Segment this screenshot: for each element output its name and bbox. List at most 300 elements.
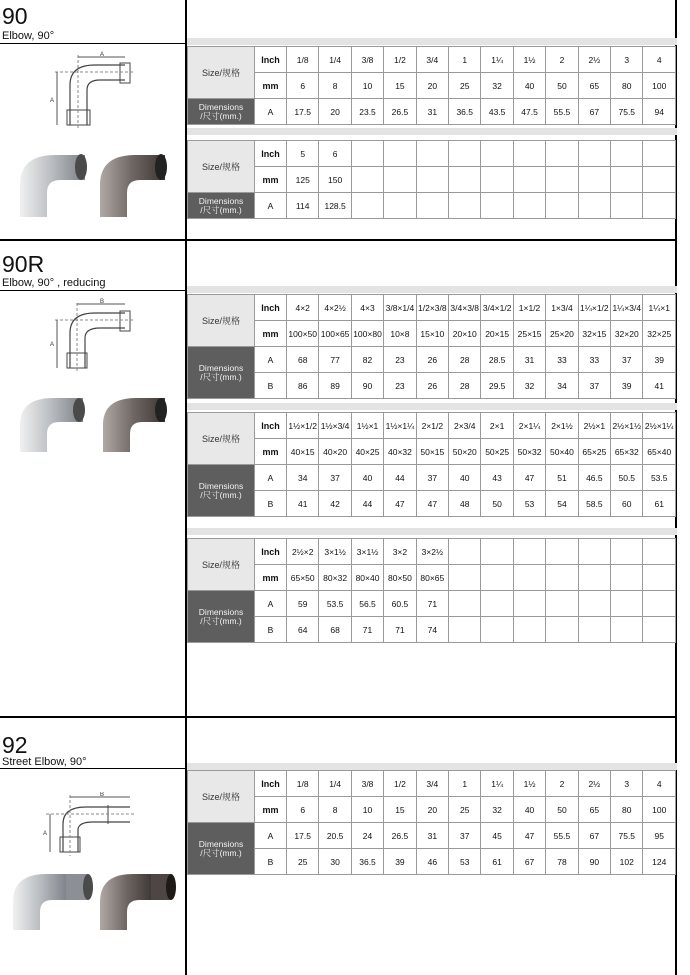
spec-row	[188, 373, 676, 399]
table-cell: 39	[643, 347, 676, 373]
section-top-rule	[0, 716, 677, 718]
section-rule	[0, 43, 186, 44]
spec-row	[188, 141, 676, 167]
table-cell: 2½×1	[578, 413, 610, 439]
table-cell	[643, 591, 676, 617]
spec-row	[188, 167, 676, 193]
table-cell: 67	[578, 823, 610, 849]
table-cell: 100×80	[351, 321, 383, 347]
table-cell: 65	[578, 73, 610, 99]
size-label: Size/规格	[188, 295, 255, 347]
table-cell: 1¼×1	[643, 295, 676, 321]
table-cell: 39	[384, 849, 416, 875]
table-cell	[513, 167, 545, 193]
dimensions-label	[188, 591, 255, 643]
table-cell: 124	[643, 849, 676, 875]
elbow-92-drawing	[38, 792, 138, 857]
table-cell: 31	[416, 823, 448, 849]
table-cell	[481, 193, 513, 219]
table-cell: 20.5	[319, 823, 351, 849]
table-cell	[351, 167, 383, 193]
table-cell: 90	[578, 849, 610, 875]
table-cell: 1½	[513, 47, 545, 73]
table-cell: 25	[287, 849, 319, 875]
elbow-92-photo	[8, 862, 178, 932]
dim-a-cell-header: A	[255, 591, 287, 617]
dimensions-unit: /尺寸(mm.)	[200, 371, 242, 382]
section-rule	[0, 290, 186, 291]
table-cell	[481, 565, 513, 591]
table-cell: 23	[384, 373, 416, 399]
table-cell: 125	[287, 167, 319, 193]
table-separator	[187, 128, 677, 135]
section-subtitle: Street Elbow, 90°	[2, 756, 87, 768]
table-cell: 3/4	[416, 47, 448, 73]
mm-cell-header: mm	[255, 167, 287, 193]
table-cell: 1×3/4	[546, 295, 578, 321]
table-cell: 1¼	[481, 47, 513, 73]
table-cell	[384, 167, 416, 193]
table-cell: 2½×2	[287, 539, 319, 565]
table-cell	[578, 591, 610, 617]
table-cell: 82	[351, 347, 383, 373]
table-cell: 36.5	[351, 849, 383, 875]
spec-row	[188, 823, 676, 849]
table-cell: 68	[319, 617, 351, 643]
table-cell: 1/4	[319, 47, 351, 73]
table-cell: 1½×3/4	[319, 413, 351, 439]
dim-label-b: B	[100, 792, 105, 798]
table-cell	[351, 193, 383, 219]
dim-label-a: A	[100, 52, 105, 58]
table-cell	[546, 193, 578, 219]
table-cell: 37	[319, 465, 351, 491]
table-cell: 29.5	[481, 373, 513, 399]
table-cell: 100×65	[319, 321, 351, 347]
table-cell: 95	[643, 823, 676, 849]
table-cell	[578, 617, 610, 643]
spec-row	[188, 321, 676, 347]
table-cell: 1/2	[384, 47, 416, 73]
table-cell: 34	[287, 465, 319, 491]
elbow-90r-photo	[15, 390, 175, 455]
table-cell: 37	[578, 373, 610, 399]
table-cell: 74	[416, 617, 448, 643]
table-cell: 50×25	[481, 439, 513, 465]
table-cell: 53.5	[643, 465, 676, 491]
table-cell: 40×15	[287, 439, 319, 465]
table-cell: 3	[611, 771, 643, 797]
table-cell	[449, 617, 481, 643]
table-cell: 51	[546, 465, 578, 491]
table-cell: 50×15	[416, 439, 448, 465]
table-cell: 46.5	[578, 465, 610, 491]
table-separator	[187, 38, 677, 45]
table-cell: 100×50	[287, 321, 319, 347]
table-cell	[611, 539, 643, 565]
inch-cell-header: Inch	[255, 295, 287, 321]
table-cell: 3	[611, 47, 643, 73]
table-cell: 36.5	[449, 99, 481, 125]
table-cell: 60.5	[384, 591, 416, 617]
table-cell: 1/4	[319, 771, 351, 797]
table-cell	[643, 193, 676, 219]
table-cell: 4	[643, 771, 676, 797]
section-code: 90	[2, 3, 28, 29]
table-cell	[481, 167, 513, 193]
inch-cell-header: Inch	[255, 47, 287, 73]
table-cell: 50	[546, 73, 578, 99]
table-cell: 15	[384, 73, 416, 99]
table-cell: 80	[611, 73, 643, 99]
dim-b-cell-header: B	[255, 373, 287, 399]
table-cell: 80×40	[351, 565, 383, 591]
dimensions-unit: /尺寸(mm.)	[200, 489, 242, 500]
table-cell: 25	[449, 797, 481, 823]
table-cell	[384, 141, 416, 167]
dimensions-unit: /尺寸(mm.)	[200, 847, 242, 858]
table-cell: 20	[319, 99, 351, 125]
dim-label-a: A	[50, 342, 55, 348]
table-cell: 32×20	[611, 321, 643, 347]
table-cell: 6	[287, 797, 319, 823]
table-cell: 6	[287, 73, 319, 99]
table-cell: 10	[351, 797, 383, 823]
table-cell: 20×10	[449, 321, 481, 347]
table-cell	[416, 193, 448, 219]
table-cell: 1½	[513, 771, 545, 797]
table-cell: 80×32	[319, 565, 351, 591]
table-cell: 31	[416, 99, 448, 125]
table-cell: 2×1½	[546, 413, 578, 439]
dimensions-label	[188, 347, 255, 399]
table-cell: 80×65	[416, 565, 448, 591]
table-cell	[611, 167, 643, 193]
spec-row	[188, 771, 676, 797]
table-cell: 94	[643, 99, 676, 125]
table-cell: 32	[481, 73, 513, 99]
table-cell: 54	[546, 491, 578, 517]
spec-table-90-large	[187, 140, 676, 219]
table-cell: 3×1½	[319, 539, 351, 565]
table-cell: 39	[611, 373, 643, 399]
table-cell: 6	[319, 141, 351, 167]
table-cell: 53.5	[319, 591, 351, 617]
table-cell	[513, 617, 545, 643]
table-cell	[449, 539, 481, 565]
table-cell	[643, 617, 676, 643]
dimensions-unit: /尺寸(mm.)	[200, 110, 242, 121]
table-cell: 45	[481, 823, 513, 849]
dim-a-cell-header: A	[255, 823, 287, 849]
table-cell: 59	[287, 591, 319, 617]
table-cell: 2×1	[481, 413, 513, 439]
section-90-header	[0, 0, 186, 44]
table-cell	[643, 167, 676, 193]
table-cell: 3/8×1/4	[384, 295, 416, 321]
table-cell: 90	[351, 373, 383, 399]
table-cell: 68	[287, 347, 319, 373]
table-cell: 8	[319, 73, 351, 99]
spec-row	[188, 565, 676, 591]
table-cell: 65×50	[287, 565, 319, 591]
mm-cell-header: mm	[255, 73, 287, 99]
table-cell: 1×1/2	[513, 295, 545, 321]
table-cell	[481, 539, 513, 565]
table-cell: 48	[449, 491, 481, 517]
spec-row	[188, 193, 676, 219]
table-cell: 43.5	[481, 99, 513, 125]
table-cell: 65×40	[643, 439, 676, 465]
table-cell	[351, 141, 383, 167]
table-cell	[611, 617, 643, 643]
table-cell: 1½×1¼	[384, 413, 416, 439]
table-cell: 60	[611, 491, 643, 517]
dim-a-cell-header: A	[255, 347, 287, 373]
table-cell: 128.5	[319, 193, 351, 219]
spec-row	[188, 539, 676, 565]
table-cell: 28	[449, 373, 481, 399]
table-cell: 89	[319, 373, 351, 399]
spec-row	[188, 591, 676, 617]
table-cell: 100	[643, 797, 676, 823]
table-cell	[643, 565, 676, 591]
table-cell	[449, 591, 481, 617]
table-cell: 26.5	[384, 823, 416, 849]
elbow-90r-drawing	[45, 298, 140, 373]
table-cell: 15	[384, 797, 416, 823]
table-cell: 50×40	[546, 439, 578, 465]
spec-row	[188, 99, 676, 125]
mm-cell-header: mm	[255, 321, 287, 347]
table-cell: 25	[449, 73, 481, 99]
table-cell: 1½×1	[351, 413, 383, 439]
table-cell: 20	[416, 73, 448, 99]
table-cell	[578, 193, 610, 219]
spec-table-90r-2	[187, 412, 676, 517]
table-cell: 26	[416, 373, 448, 399]
dim-b-cell-header: B	[255, 849, 287, 875]
spec-row	[188, 797, 676, 823]
table-cell: 4	[643, 47, 676, 73]
table-cell	[449, 193, 481, 219]
table-cell: 3/8	[351, 771, 383, 797]
spec-table-90	[187, 46, 676, 125]
table-cell: 5	[287, 141, 319, 167]
table-cell: 61	[481, 849, 513, 875]
table-cell: 44	[351, 491, 383, 517]
section-code: 92	[2, 732, 28, 758]
table-cell: 40	[351, 465, 383, 491]
spec-row	[188, 849, 676, 875]
table-cell: 71	[384, 617, 416, 643]
table-cell: 47.5	[513, 99, 545, 125]
table-cell: 44	[384, 465, 416, 491]
size-label: Size/规格	[188, 413, 255, 465]
table-cell	[481, 617, 513, 643]
table-cell: 34	[546, 373, 578, 399]
table-cell: 25×15	[513, 321, 545, 347]
table-cell	[513, 591, 545, 617]
table-cell: 55.5	[546, 99, 578, 125]
dim-a-cell-header: A	[255, 193, 287, 219]
table-cell	[416, 141, 448, 167]
table-cell	[546, 539, 578, 565]
table-cell: 65	[578, 797, 610, 823]
dim-a-cell-header: A	[255, 99, 287, 125]
table-cell: 2×3/4	[449, 413, 481, 439]
table-cell: 71	[351, 617, 383, 643]
table-cell: 4×2½	[319, 295, 351, 321]
table-cell: 64	[287, 617, 319, 643]
table-cell: 47	[384, 491, 416, 517]
spec-table-90r-1	[187, 294, 676, 399]
table-cell: 3×1½	[351, 539, 383, 565]
table-cell: 40×25	[351, 439, 383, 465]
table-cell: 80×50	[384, 565, 416, 591]
table-cell: 1/8	[287, 47, 319, 73]
table-cell	[481, 591, 513, 617]
inch-cell-header: Inch	[255, 771, 287, 797]
dim-label-a: A	[50, 98, 55, 104]
spec-row	[188, 295, 676, 321]
table-cell: 1/8	[287, 771, 319, 797]
table-cell: 23	[384, 347, 416, 373]
table-cell: 1/2	[384, 771, 416, 797]
mm-cell-header: mm	[255, 565, 287, 591]
table-cell: 1½×1/2	[287, 413, 319, 439]
table-cell: 77	[319, 347, 351, 373]
dim-b-cell-header: B	[255, 491, 287, 517]
table-cell: 2½	[578, 771, 610, 797]
table-cell	[611, 193, 643, 219]
section-subtitle: Elbow, 90°	[2, 30, 55, 42]
table-cell: 40×20	[319, 439, 351, 465]
table-cell: 32×25	[643, 321, 676, 347]
dim-label-b: B	[100, 299, 105, 305]
table-cell	[481, 141, 513, 167]
table-cell: 33	[546, 347, 578, 373]
table-cell: 100	[643, 73, 676, 99]
table-cell: 58.5	[578, 491, 610, 517]
table-cell: 2	[546, 47, 578, 73]
table-cell: 4×2	[287, 295, 319, 321]
table-cell	[643, 141, 676, 167]
table-cell: 2×1/2	[416, 413, 448, 439]
table-cell: 1¼	[481, 771, 513, 797]
table-cell: 42	[319, 491, 351, 517]
table-cell: 3×2½	[416, 539, 448, 565]
dimensions-text: Dimensions	[198, 195, 244, 206]
table-cell	[643, 539, 676, 565]
table-cell	[416, 167, 448, 193]
dimensions-text: Dimensions	[198, 606, 244, 617]
dimensions-text: Dimensions	[198, 480, 244, 491]
table-cell: 3/4×3/8	[449, 295, 481, 321]
table-separator	[187, 763, 677, 770]
table-cell	[384, 193, 416, 219]
table-cell: 47	[513, 823, 545, 849]
section-top-rule	[0, 239, 677, 241]
table-cell	[513, 193, 545, 219]
table-cell: 10×8	[384, 321, 416, 347]
elbow-90-photo	[15, 145, 175, 220]
table-cell: 50×20	[449, 439, 481, 465]
table-cell: 1¼×3/4	[611, 295, 643, 321]
table-cell: 3/4×1/2	[481, 295, 513, 321]
table-cell	[546, 141, 578, 167]
table-cell	[513, 141, 545, 167]
dimensions-text: Dimensions	[198, 838, 244, 849]
dimensions-text: Dimensions	[198, 362, 244, 373]
table-cell: 65×25	[578, 439, 610, 465]
section-90r-header	[0, 248, 186, 292]
table-cell: 26	[416, 347, 448, 373]
table-cell: 8	[319, 797, 351, 823]
table-cell: 43	[481, 465, 513, 491]
table-cell	[578, 539, 610, 565]
section-subtitle: Elbow, 90° , reducing	[2, 277, 106, 289]
spec-row	[188, 439, 676, 465]
table-cell: 67	[578, 99, 610, 125]
spec-row	[188, 73, 676, 99]
table-cell: 17.5	[287, 823, 319, 849]
table-cell: 1/2×3/8	[416, 295, 448, 321]
spec-row	[188, 413, 676, 439]
table-cell: 50×32	[513, 439, 545, 465]
table-cell: 86	[287, 373, 319, 399]
table-cell: 32	[481, 797, 513, 823]
dimensions-unit: /尺寸(mm.)	[200, 204, 242, 215]
table-cell: 2½	[578, 47, 610, 73]
section-code: 90R	[2, 251, 45, 277]
table-cell: 3/8	[351, 47, 383, 73]
dimensions-label	[188, 193, 255, 219]
table-cell: 2	[546, 771, 578, 797]
size-label: Size/规格	[188, 771, 255, 823]
dim-label-a: A	[43, 831, 48, 837]
spec-row	[188, 347, 676, 373]
dimensions-label	[188, 465, 255, 517]
table-cell: 31	[513, 347, 545, 373]
table-cell: 2×1¼	[513, 413, 545, 439]
table-cell	[513, 539, 545, 565]
table-cell: 75.5	[611, 823, 643, 849]
table-cell: 75.5	[611, 99, 643, 125]
table-cell: 32×15	[578, 321, 610, 347]
table-cell: 28	[449, 347, 481, 373]
table-cell: 32	[513, 373, 545, 399]
table-cell: 17.5	[287, 99, 319, 125]
table-cell: 150	[319, 167, 351, 193]
table-cell: 46	[416, 849, 448, 875]
table-cell	[611, 141, 643, 167]
table-cell: 40	[513, 797, 545, 823]
table-cell: 41	[287, 491, 319, 517]
table-cell: 53	[449, 849, 481, 875]
inch-cell-header: Inch	[255, 539, 287, 565]
spec-row	[188, 465, 676, 491]
table-cell	[578, 167, 610, 193]
table-cell: 20	[416, 797, 448, 823]
table-cell: 102	[611, 849, 643, 875]
dimensions-label	[188, 99, 255, 125]
table-cell	[546, 591, 578, 617]
table-cell: 50	[546, 797, 578, 823]
table-cell	[449, 141, 481, 167]
table-cell: 41	[643, 373, 676, 399]
table-cell: 47	[513, 465, 545, 491]
